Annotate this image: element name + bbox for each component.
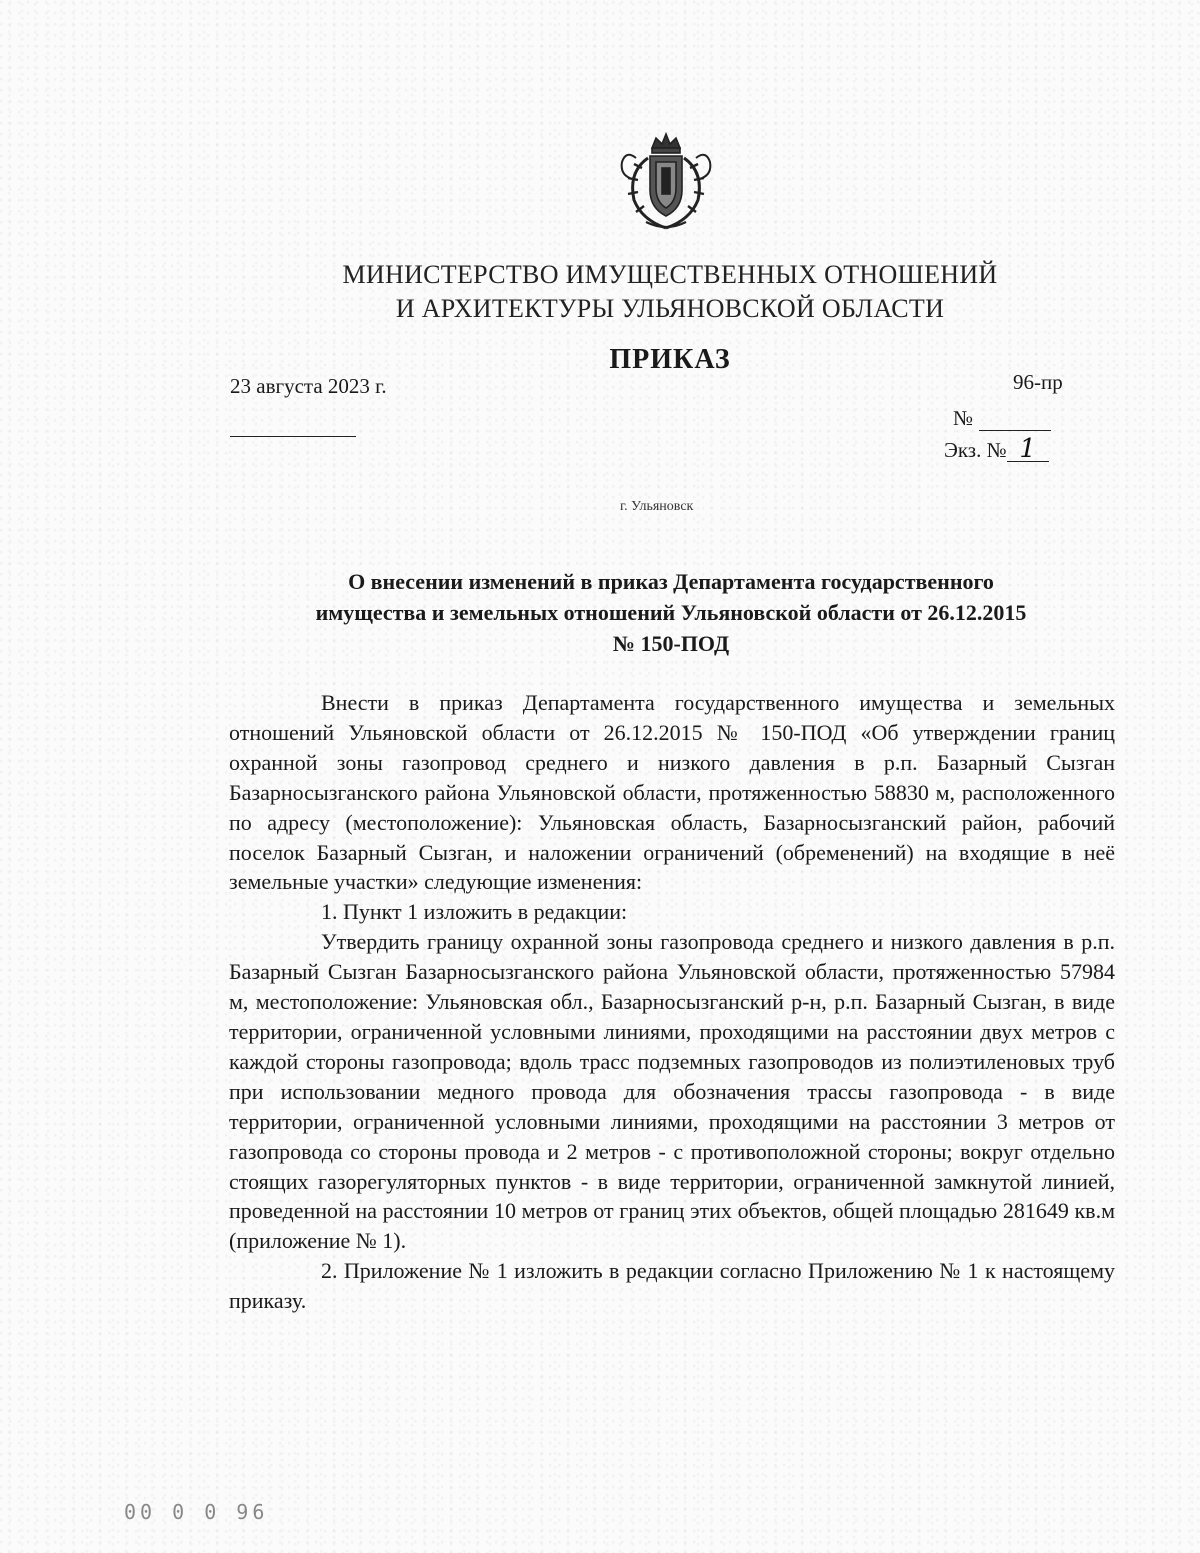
ministry-name-line2: И АРХИТЕКТУРЫ УЛЬЯНОВСКОЙ ОБЛАСТИ — [395, 294, 945, 323]
body-paragraph-intro: Внести в приказ Департамента государственного имущества и земельных отношений Ульяновской области от 26.12.2015 № 150-ПОД «Об утверждении границ охранной зоны газопровод среднего и низкого давления в р.п. Базарный Сызган Базарносызганского района Ульяновской области, протяженностью 58830 м, расположенного по адресу (местоположение): Ульяновская область, Базарносызганский район, рабочий поселок Базарный Сызган, и наложении ограничений (обременений) на входящие в неё земельные участки» следующие изменения: — [229, 690, 1115, 895]
ministry-name-line1: МИНИСТЕРСТВО ИМУЩЕСТВЕННЫХ ОТНОШЕНИЙ — [342, 260, 998, 289]
subject-line1: О внесении изменений в приказ Департамента государственного — [348, 569, 994, 594]
date-underline — [230, 436, 356, 437]
order-subject — [230, 566, 1112, 659]
number-field — [953, 406, 1051, 431]
subject-line2: имущества и земельных отношений Ульяновской области от 26.12.2015 — [315, 600, 1027, 625]
number-label: № — [953, 406, 974, 430]
order-number: 96-пр — [1013, 370, 1063, 394]
number-blank-line — [979, 412, 1051, 431]
copy-number-field — [944, 434, 1049, 464]
order-body — [229, 688, 1115, 1316]
ministry-name — [0, 258, 1200, 326]
ulyanovsk-region-coat-of-arms-icon — [612, 128, 720, 236]
copy-number-handwritten: 1 — [1007, 437, 1049, 462]
city-name: г. Ульяновск — [620, 499, 694, 514]
body-paragraph-item1: 1. Пункт 1 изложить в редакции: — [321, 899, 628, 925]
body-paragraph-item1-text: Утвердить границу охранной зоны газопровода среднего и низкого давления в р.п. Базарный Сызган Базарносызганского района Ульяновской области, протяженностью 57984 м, местоположение: Ульяновская обл., Базарносызганский р-н, р.п. Базарный Сызган, в виде территории, ограниченной условными линиями, проходящими на расстоянии двух метров с каждой стороны газопровода; вдоль трасс подземных газопроводов из полиэтиленовых труб при использовании медного провода для обозначения трассы газопровода - в виде территории, ограниченной условными линиями, проходящими на расстоянии 3 метров от газопровода со стороны провода и 2 метров - с противоположной стороны; вокруг отдельно стоящих газорегуляторных пунктов - в виде территории, ограниченной замкнутой линией, проведенной на расстоянии 10 метров от границ этих объектов, общей площадью 281649 кв.м (приложение № 1). — [229, 929, 1115, 1254]
order-date: 23 августа 2023 г. — [230, 374, 387, 398]
document-type-title: ПРИКАЗ — [609, 344, 731, 375]
subject-line3: № 150-ПОД — [612, 631, 730, 656]
copy-label: Экз. № — [944, 438, 1007, 462]
page-stamp-number: 00 0 0 96 — [124, 1500, 269, 1524]
body-paragraph-item2: 2. Приложение № 1 изложить в редакции согласно Приложению № 1 к настоящему приказу. — [229, 1258, 1115, 1314]
